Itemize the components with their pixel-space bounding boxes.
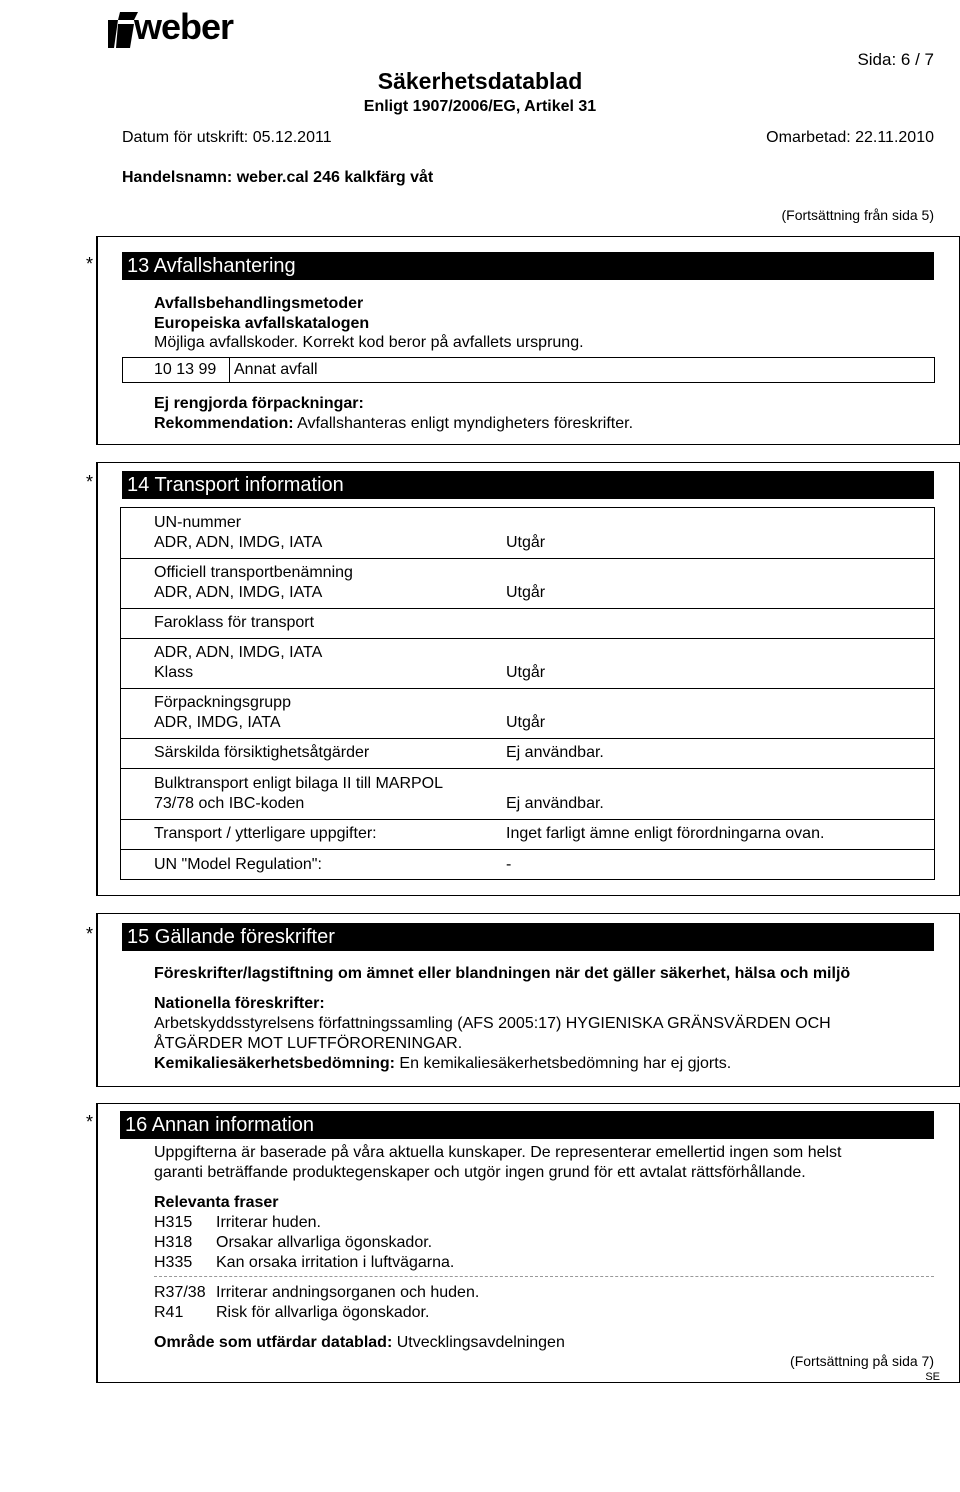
issuing-department-text: Utvecklingsavdelningen bbox=[396, 1334, 565, 1351]
section-15-star: * bbox=[86, 924, 94, 944]
other-info-line2: garanti beträffande produktegenskaper och utgör ingen grund för ett avtalat rättsförhållande. bbox=[154, 1164, 806, 1181]
other-info-line1: Uppgifterna är baserade på våra aktuella kunskaper. De representerar emellertid ingen som helst bbox=[154, 1144, 842, 1161]
un-number-value: Utgår bbox=[506, 534, 546, 551]
row-divider bbox=[120, 849, 935, 850]
issuing-department-label: Område som utfärdar datablad: bbox=[154, 1334, 393, 1351]
class-label: Klass bbox=[154, 664, 194, 681]
section-14-heading: 14 Transport information bbox=[122, 471, 934, 499]
phrase-text: Irriterar huden. bbox=[216, 1214, 321, 1231]
waste-code-divider bbox=[229, 357, 230, 383]
shipping-name-value: Utgår bbox=[506, 584, 546, 601]
national-regulations-line2: ÅTGÄRDER MOT LUFTFÖRORENINGAR. bbox=[154, 1035, 463, 1052]
document-subtitle: Enligt 1907/2006/EG, Artikel 31 bbox=[363, 98, 597, 115]
recommendation bbox=[154, 414, 633, 434]
rphrase-text: Irriterar andningsorganen och huden. bbox=[216, 1284, 480, 1301]
waste-codes-note: Möjliga avfallskoder. Korrekt kod beror på avfallets ursprung. bbox=[154, 334, 584, 351]
row-divider bbox=[120, 738, 935, 739]
model-regulation-value: - bbox=[506, 856, 512, 873]
precautions-value: Ej användbar. bbox=[506, 744, 604, 761]
phrase-code: H315 bbox=[154, 1214, 193, 1231]
regulations-heading: Föreskrifter/lagstiftning om ämnet eller blandningen när det gäller säkerhet, hälsa och miljö bbox=[154, 965, 851, 982]
precautions-label: Särskilda försiktighetsåtgärder bbox=[154, 744, 370, 761]
hazard-class-label: Faroklass för transport bbox=[154, 614, 315, 631]
issuing-department bbox=[154, 1333, 565, 1353]
document-title: Säkerhetsdatablad bbox=[377, 68, 583, 94]
packing-group-modes: ADR, IMDG, IATA bbox=[154, 714, 281, 731]
relevant-phrases-label: Relevanta fraser bbox=[154, 1194, 279, 1211]
waste-methods: Avfallsbehandlingsmetoder bbox=[154, 295, 364, 312]
continued-on: (Fortsättning på sida 7) bbox=[790, 1353, 934, 1369]
section-16-heading: 16 Annan information bbox=[120, 1111, 934, 1139]
row-divider bbox=[120, 638, 935, 639]
shipping-name-label: Officiell transportbenämning bbox=[154, 564, 353, 581]
waste-code: 10 13 99 bbox=[154, 361, 217, 378]
chemical-safety-assessment bbox=[154, 1054, 731, 1074]
shipping-name-modes: ADR, ADN, IMDG, IATA bbox=[154, 584, 323, 601]
model-regulation-label: UN "Model Regulation": bbox=[154, 856, 322, 873]
phrase-text: Orsakar allvarliga ögonskador. bbox=[216, 1234, 433, 1251]
section-14-star: * bbox=[86, 472, 94, 492]
bulk-transport-label: Bulktransport enligt bilaga II till MARPOL bbox=[154, 775, 444, 792]
waste-description: Annat avfall bbox=[234, 361, 318, 378]
uncleaned-packaging: Ej rengjorda förpackningar: bbox=[154, 395, 364, 412]
recommendation-text: Avfallshanteras enligt myndigheters föreskrifter. bbox=[297, 415, 634, 432]
page-number: Sida: 6 / 7 bbox=[857, 50, 934, 69]
phrase-code: H335 bbox=[154, 1254, 193, 1271]
national-regulations-label: Nationella föreskrifter: bbox=[154, 995, 325, 1012]
continued-from: (Fortsättning från sida 5) bbox=[781, 207, 934, 223]
row-divider bbox=[120, 768, 935, 769]
recommendation-label: Rekommendation: bbox=[154, 415, 294, 432]
class-value: Utgår bbox=[506, 664, 546, 681]
section-13-star: * bbox=[86, 254, 94, 274]
print-date: Datum för utskrift: 05.12.2011 bbox=[122, 129, 332, 146]
row-divider bbox=[120, 608, 935, 609]
logo-text: weber bbox=[134, 6, 234, 47]
bulk-transport-value: Ej användbar. bbox=[506, 795, 604, 812]
section-13-heading: 13 Avfallshantering bbox=[122, 252, 934, 280]
chemical-safety-text: En kemikaliesäkerhetsbedömning har ej gjorts. bbox=[399, 1055, 732, 1072]
phrase-separator bbox=[154, 1276, 934, 1277]
class-modes: ADR, ADN, IMDG, IATA bbox=[154, 644, 323, 661]
revised-date: Omarbetad: 22.11.2010 bbox=[766, 129, 934, 146]
national-regulations-line1: Arbetskyddsstyrelsens författningssamling (AFS 2005:17) HYGIENISKA GRÄNSVÄRDEN OCH bbox=[154, 1015, 831, 1032]
chemical-safety-label: Kemikaliesäkerhetsbedömning: bbox=[154, 1055, 395, 1072]
un-number-modes: ADR, ADN, IMDG, IATA bbox=[154, 534, 323, 551]
waste-catalogue: Europeiska avfallskatalogen bbox=[154, 315, 370, 332]
additional-info-label: Transport / ytterligare uppgifter: bbox=[154, 825, 377, 842]
language-code: SE bbox=[925, 1371, 940, 1383]
row-divider bbox=[120, 558, 935, 559]
rphrase-code: R41 bbox=[154, 1304, 184, 1321]
section-15-heading: 15 Gällande föreskrifter bbox=[122, 923, 934, 951]
rphrase-text: Risk för allvarliga ögonskador. bbox=[216, 1304, 430, 1321]
phrase-text: Kan orsaka irritation i luftvägarna. bbox=[216, 1254, 455, 1271]
trade-name: Handelsnamn: weber.cal 246 kalkfärg våt bbox=[122, 169, 434, 186]
bulk-transport-label-2: 73/78 och IBC-koden bbox=[154, 795, 305, 812]
phrase-code: H318 bbox=[154, 1234, 193, 1251]
rphrase-code: R37/38 bbox=[154, 1284, 206, 1301]
packing-group-value: Utgår bbox=[506, 714, 546, 731]
row-divider bbox=[120, 819, 935, 820]
section-16-star: * bbox=[86, 1112, 94, 1132]
additional-info-value: Inget farligt ämne enligt förordningarna ovan. bbox=[506, 825, 825, 842]
row-divider bbox=[120, 688, 935, 689]
packing-group-label: Förpackningsgrupp bbox=[154, 694, 291, 711]
un-number-label: UN-nummer bbox=[154, 514, 242, 531]
